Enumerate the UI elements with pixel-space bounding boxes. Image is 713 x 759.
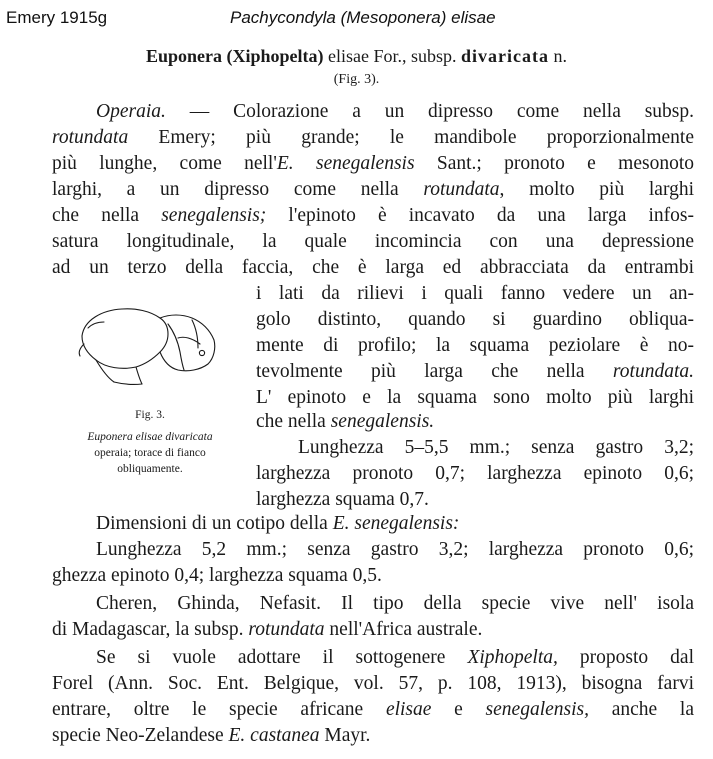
p3-l1b: E. senegalensis: [332,513,460,534]
p3-line-1 [96,512,459,536]
p1-l4c: , molto più larghi [499,179,695,200]
p3-l1a: Dimensioni di un cotipo della [96,513,333,534]
p1-l1b: — Colorazione a un dipresso come nella subsp. [165,101,694,122]
p4-l2c: nell'Africa australe. [324,619,483,640]
p3-line-2: Lunghezza 5,2 mm.; senza gastro 3,2; larghezza pronoto 0,6; [96,539,694,560]
title-genus: Euponera [145,46,222,66]
figure-caption-line-3: obliquamente. [117,463,183,475]
figure-caption-line-2: operaia; torace di fianco [94,447,206,459]
p1-l2b: Emery; più grande; le mandibole proporzionalmente [128,127,694,148]
p1-l3c: Sant.; pronoto e mesonoto [414,153,694,174]
taxon-title [0,46,713,67]
p1-line-8: i lati da rilievi i quali fanno vedere un an- [256,283,694,304]
p5-line-1 [96,646,694,670]
title-novelty: n. [553,46,568,66]
p1-l13b: senegalensis. [330,411,435,432]
p1-l2a: rotundata [52,127,129,148]
p1-line-9: golo distinto, quando si guardino obliqua- [256,309,694,330]
p5-l4b: E. castanea [228,725,320,746]
p1-l4b: rotundata [423,179,500,200]
p4-line-1: Cheren, Ghinda, Nefasit. Il tipo della specie vive nell' isola [96,593,694,614]
p5-l4a: specie Neo-Zelandese [52,725,229,746]
p1-line-11 [256,360,694,384]
p5-l4c: Mayr. [319,725,371,746]
title-author: For. [373,46,403,66]
title-subgenus: (Xiphopelta) [226,46,324,66]
p1-l1a: Operaia. [96,101,166,122]
header-taxon: Pachycondyla (Mesoponera) elisae [230,8,496,27]
p1-l4a: larghi, a un dipresso come nella [52,179,424,200]
p1-line-2 [52,126,694,150]
p1-line-5 [52,204,694,228]
header-citation: Emery 1915g [6,8,108,27]
p1-l11a: tevolmente più larga che nella [256,361,613,382]
p4-line-2 [52,618,482,642]
p1-l5a: che nella [52,205,162,226]
p1-line-3 [52,152,694,176]
p1-line-10: mente di profilo; la squama peziolare è no- [256,335,694,356]
p1-l3b: E. senegalensis [276,153,415,174]
p1-line-1 [96,100,694,124]
p3-line-3: ghezza epinoto 0,4; larghezza squama 0,5. [52,565,382,586]
figure-caption-title [52,430,248,445]
p5-l1a: Se si vuole adottare il sottogenere [96,647,468,668]
p1-line-12: L' epinoto e la squama sono molto più larghi [256,387,694,408]
p1-l13a: che nella [256,411,331,432]
ant-thorax-figure [74,298,224,388]
figure-caption-italic: Euponera elisae divaricata [87,431,213,443]
p1-l3a: più lunghe, come nell' [52,153,277,174]
p1-l5c: l'epinoto è incavato da una larga infos- [266,205,694,226]
p2-line-3: larghezza squama 0,7. [256,489,429,510]
figure-number: Fig. 3. [135,409,165,421]
p1-l5b: senegalensis; [161,205,267,226]
p5-line-4 [52,724,370,748]
p5-l3a: entrare, oltre le specie africane [52,699,386,720]
p1-l11b: rotundata. [612,361,694,382]
p5-l1c: proposto dal [557,647,694,668]
p5-line-3 [52,698,694,722]
title-figref: (Fig. 3). [333,72,380,87]
p4-l2b: rotundata [248,619,325,640]
p2-line-2: larghezza pronoto 0,7; larghezza epinoto 0,6; [256,463,694,484]
p4-l2a: di Madagascar, la subsp. [52,619,249,640]
title-species: elisae [328,46,369,66]
p5-l3c: e [431,699,486,720]
p5-line-2: Forel (Ann. Soc. Ent. Belgique, vol. 57, p. 108, 1913), bisogna farvi [52,673,694,694]
p5-l1b: Xiphopelta, [467,647,558,668]
p5-l3d: senegalensis, [485,699,589,720]
p2-line-1: Lunghezza 5–5,5 mm.; senza gastro 3,2; [298,437,694,458]
title-subsp-word: , subsp. [402,46,457,66]
p1-line-4 [52,178,694,202]
p1-line-7: ad un terzo della faccia, che è larga ed abbracciata da entrambi [52,257,694,278]
p5-l3e: anche la [589,699,694,720]
p1-line-6: satura longitudinale, la quale incomincia con una depressione [52,231,694,252]
p5-l3b: elisae [385,699,432,720]
p1-line-13 [256,410,434,434]
title-subsp: divaricata [461,46,550,66]
